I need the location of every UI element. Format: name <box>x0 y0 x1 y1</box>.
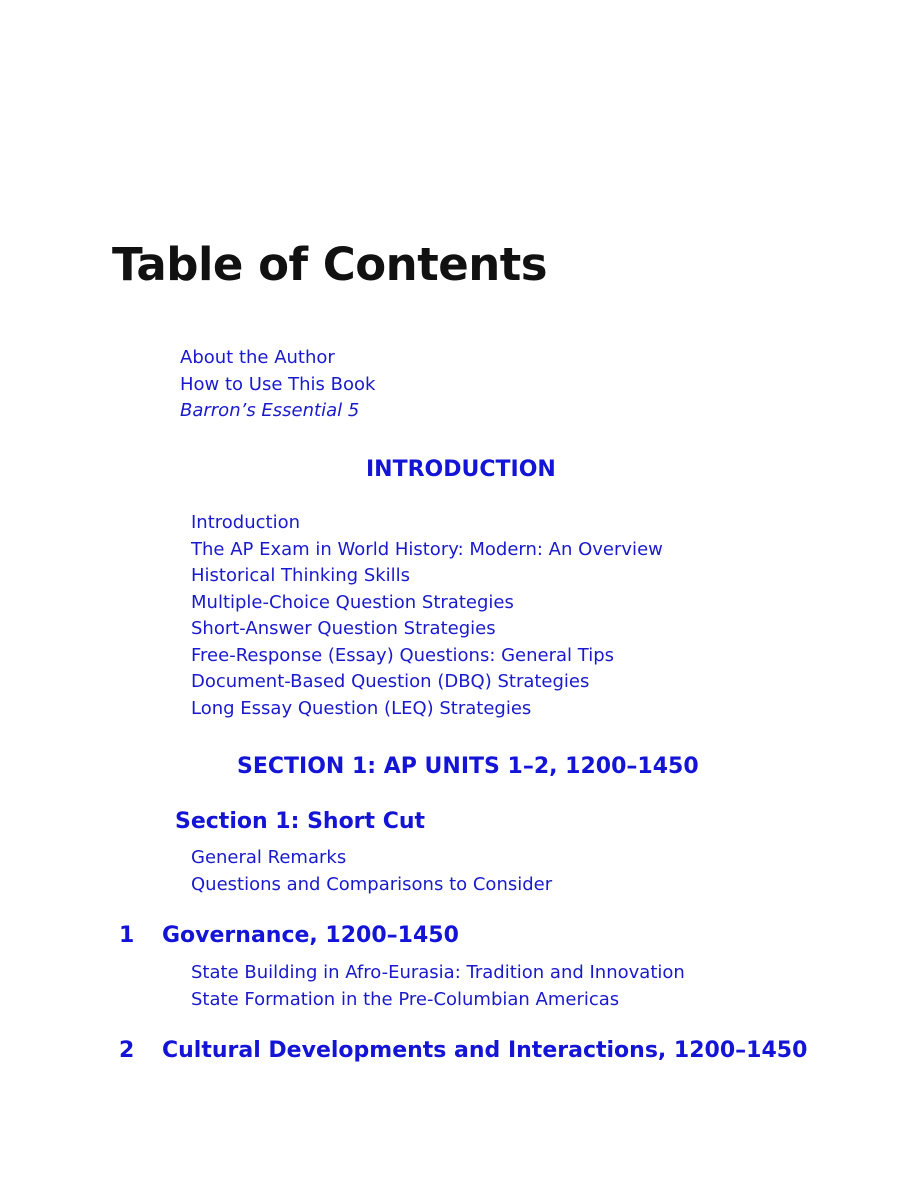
front-matter-list <box>180 345 375 425</box>
toc-link-state-formation-americas[interactable]: State Formation in the Pre-Columbian Americas <box>191 988 620 1010</box>
toc-chapter-1-title[interactable]: Governance, 1200–1450 <box>162 923 459 948</box>
toc-link-ap-exam-overview[interactable]: The AP Exam in World History: Modern: An Overview <box>191 538 663 560</box>
page-title: Table of Contents <box>112 238 548 291</box>
toc-link-multiple-choice-strategies[interactable]: Multiple-Choice Question Strategies <box>191 591 514 613</box>
toc-chapter-2-title[interactable]: Cultural Developments and Interactions, 1200–1450 <box>162 1038 808 1063</box>
toc-link-free-response-tips[interactable]: Free-Response (Essay) Questions: General Tips <box>191 644 615 666</box>
chapter-1-list <box>191 960 685 1013</box>
toc-link-historical-thinking-skills[interactable]: Historical Thinking Skills <box>191 565 411 586</box>
toc-link-dbq-strategies[interactable]: Document-Based Question (DBQ) Strategies <box>191 671 590 692</box>
toc-heading-section-1[interactable]: SECTION 1: AP UNITS 1–2, 1200–1450 <box>237 754 699 779</box>
short-cut-list <box>191 845 552 898</box>
toc-link-introduction[interactable]: Introduction <box>191 512 301 533</box>
chapter-number: 2 <box>119 1038 135 1063</box>
toc-link-short-answer-strategies[interactable]: Short-Answer Question Strategies <box>191 618 496 639</box>
toc-link-barrons-essential-5[interactable]: Barron’s Essential 5 <box>180 400 360 421</box>
toc-link-general-remarks[interactable]: General Remarks <box>191 847 347 868</box>
chapter-number: 1 <box>119 923 135 948</box>
introduction-list <box>191 510 663 722</box>
toc-link-questions-and-comparisons[interactable]: Questions and Comparisons to Consider <box>191 873 553 895</box>
toc-link-state-building-afro-eurasia[interactable]: State Building in Afro-Eurasia: Tradition and Innovation <box>191 962 685 983</box>
toc-link-how-to-use-this-book[interactable]: How to Use This Book <box>180 373 376 395</box>
toc-link-leq-strategies[interactable]: Long Essay Question (LEQ) Strategies <box>191 697 532 719</box>
toc-heading-introduction[interactable]: INTRODUCTION <box>366 457 556 482</box>
toc-heading-section-1-short-cut[interactable]: Section 1: Short Cut <box>175 809 426 834</box>
toc-link-about-the-author[interactable]: About the Author <box>180 347 335 368</box>
